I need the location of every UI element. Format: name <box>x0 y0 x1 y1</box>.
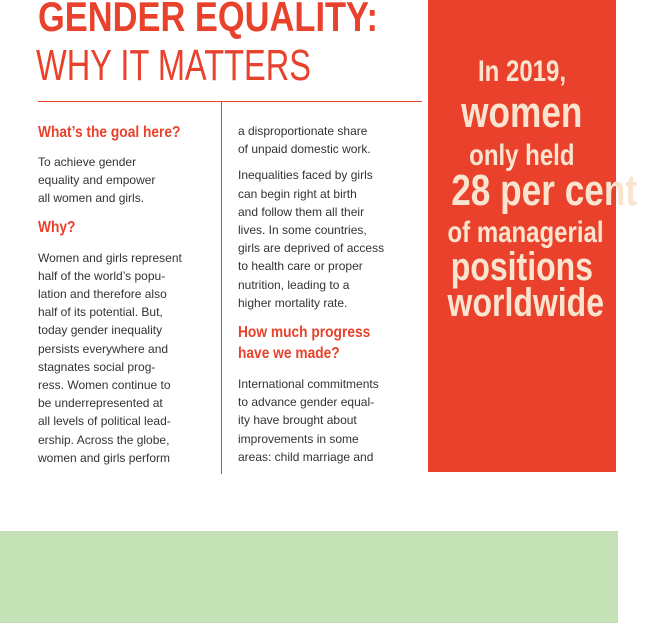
section-heading-goal: What’s the goal here? <box>38 124 181 141</box>
right-column <box>238 122 406 466</box>
section-heading-why: Why? <box>38 218 76 236</box>
section-heading-progress <box>238 322 382 364</box>
page-subtitle: WHY IT MATTERS <box>36 41 311 90</box>
stat-line-percent: 28 per cent <box>451 166 638 215</box>
stat-line-only-held: only held <box>469 139 575 172</box>
stat-line-year: In 2019, <box>477 55 567 88</box>
stat-line-positions: positions <box>450 245 594 289</box>
paragraph-goal: To achieve gender equality and empower all women and girls. <box>38 155 156 206</box>
title-divider <box>38 101 422 102</box>
green-background-band <box>0 531 618 623</box>
stat-line-women: women <box>461 88 583 137</box>
stat-line-managerial: of managerial <box>447 216 604 249</box>
paragraph-inequalities: Inequalities faced by girls can begin right at birth and follow them all their lives. In some countries, girls are deprived of access to health care or proper nutrition, leading to a higher mortality rate. <box>238 168 385 310</box>
column-divider <box>221 102 222 474</box>
paragraph-progress: International commitments to advance gender equal- ity have brought about improvements in some areas: child marriage and <box>238 377 379 464</box>
section-heading-progress-line2: have we made? <box>238 345 340 363</box>
statistic-panel <box>428 0 638 472</box>
page-title: GENDER EQUALITY: <box>38 0 378 40</box>
paragraph-unpaid-work: a disproportionate share of unpaid domestic work. <box>238 124 371 157</box>
left-column <box>38 122 206 467</box>
section-heading-progress-line1: How much progress <box>238 324 371 342</box>
paragraph-why: Women and girls represent half of the world’s popu- lation and therefore also half of its potential. But, today gender inequality persists everywhere and stagnates social prog- ress. Women continue to be underrepresented at all levels of political lead- ership. Across the globe, women and girls perform <box>38 250 182 465</box>
stat-line-worldwide: worldwide <box>447 281 605 325</box>
